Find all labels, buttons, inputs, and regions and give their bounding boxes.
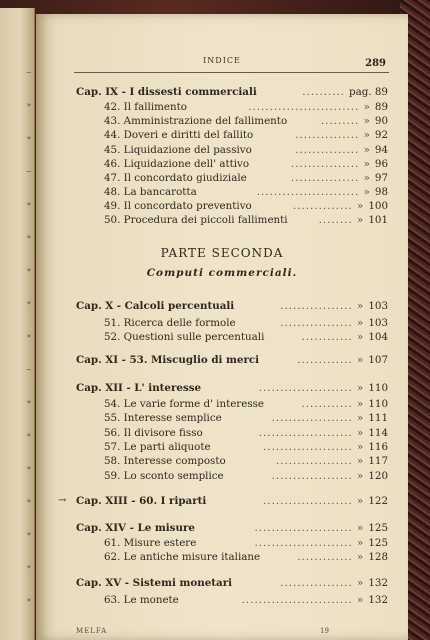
page-number: 110: [368, 382, 388, 394]
chapter-entry: [76, 382, 388, 396]
running-header-title: INDICE: [203, 56, 241, 65]
section-entry: [104, 537, 388, 551]
edge-glyph: »: [26, 398, 31, 406]
section-entry: [104, 129, 388, 143]
page-number: 122: [368, 495, 388, 507]
section-title: 47. Il concordato giudiziale: [104, 172, 247, 184]
chapter-title: Cap. XV - Sistemi monetari: [76, 577, 233, 589]
section-entry: [104, 427, 388, 441]
chapter-entry: [76, 86, 388, 100]
dot-leader: ............. »: [297, 551, 365, 563]
page-number: 92: [374, 129, 388, 141]
dot-leader: ................ »: [290, 158, 371, 170]
section-title: 63. Le monete: [104, 594, 179, 606]
dot-leader: ........ »: [318, 214, 365, 226]
edge-glyph: —: [26, 365, 31, 373]
edge-glyph: »: [26, 233, 31, 241]
section-entry: [104, 594, 388, 608]
page-number: 97: [374, 172, 388, 184]
page-number: 98: [374, 186, 388, 198]
section-title: 51. Ricerca delle formole: [104, 317, 236, 329]
dot-leader: .................. »: [275, 455, 365, 467]
dot-leader: ................. »: [280, 317, 365, 329]
section-title: 42. Il fallimento: [104, 101, 187, 113]
header-rule: [74, 72, 389, 73]
page-number: 120: [368, 470, 388, 482]
dot-leader: ..................... »: [263, 441, 365, 453]
chapter-title: Cap. IX - I dissesti commerciali: [76, 86, 257, 98]
page-number: 94: [374, 144, 388, 156]
page-number: 104: [368, 331, 388, 343]
dot-leader: ....................... »: [254, 537, 365, 549]
edge-glyph: »: [26, 497, 31, 505]
chapter-title: Cap. XIII - 60. I riparti: [76, 495, 207, 507]
section-entry: [104, 115, 388, 129]
section-entry: [104, 455, 388, 469]
section-entry: [104, 441, 388, 455]
edge-glyph: »: [26, 563, 31, 571]
dot-leader: ...................... »: [258, 382, 365, 394]
dot-leader: ....................... »: [254, 522, 365, 534]
section-entry: [104, 144, 388, 158]
section-entry: [104, 214, 388, 228]
edge-glyph: —: [26, 68, 31, 76]
dot-leader: .......................... »: [248, 101, 371, 113]
running-header-page-number: 289: [365, 58, 386, 69]
page-number: pag. 89: [349, 86, 388, 98]
page-number: 114: [368, 427, 388, 439]
dot-leader: .......................... »: [241, 594, 365, 606]
dot-leader: ..................... »: [263, 495, 365, 507]
section-title: 54. Le varie forme d' interesse: [104, 398, 264, 410]
dot-leader: ................... »: [271, 412, 365, 424]
page-number: 101: [368, 214, 388, 226]
chapter-entry: [76, 300, 388, 314]
dot-leader: ................. »: [280, 300, 365, 312]
page-number: 90: [374, 115, 388, 127]
edge-glyph: »: [26, 596, 31, 604]
page-number: 103: [368, 300, 388, 312]
section-title: 49. Il concordato preventivo: [104, 200, 252, 212]
dot-leader: ........................ »: [256, 186, 371, 198]
page-number: 100: [368, 200, 388, 212]
section-entry: [104, 172, 388, 186]
dot-leader: ............... »: [295, 129, 371, 141]
dot-leader: ............ »: [301, 398, 365, 410]
section-title: 44. Doveri e diritti del fallito: [104, 129, 254, 141]
page-number: 117: [368, 455, 388, 467]
dot-leader: ............... »: [295, 144, 371, 156]
page-number: 132: [368, 594, 388, 606]
chapter-entry: [76, 495, 388, 509]
section-entry: [104, 331, 388, 345]
page-number: 96: [374, 158, 388, 170]
section-title: 50. Procedura dei piccoli fallimenti: [104, 214, 288, 226]
page-number: 107: [368, 354, 388, 366]
section-entry: [104, 101, 388, 115]
section-entry: [104, 551, 388, 565]
section-title: 56. Il divisore fisso: [104, 427, 203, 439]
chapter-entry: [76, 522, 388, 536]
edge-glyph: »: [26, 332, 31, 340]
section-title: 52. Questioni sulle percentuali: [104, 331, 265, 343]
arrow-mark-icon: →: [58, 495, 67, 506]
edge-glyph: »: [26, 200, 31, 208]
section-title: 62. Le antiche misure italiane: [104, 551, 261, 563]
edge-glyph: —: [26, 167, 31, 175]
dot-leader: ................. »: [280, 577, 365, 589]
dot-leader: ............. »: [297, 354, 365, 366]
dot-leader: ......... »: [320, 115, 371, 127]
dot-leader: .............. »: [292, 200, 365, 212]
page-number: 116: [368, 441, 388, 453]
page-number: 103: [368, 317, 388, 329]
edge-glyph: »: [26, 464, 31, 472]
left-page-edge: [0, 8, 35, 640]
section-entry: [104, 200, 388, 214]
section-title: 46. Liquidazione dell' attivo: [104, 158, 250, 170]
section-title: 57. Le parti aliquote: [104, 441, 211, 453]
edge-glyph: »: [26, 431, 31, 439]
section-title: 45. Liquidazione del passivo: [104, 144, 252, 156]
page-number: 125: [368, 522, 388, 534]
index-page: [36, 14, 408, 640]
edge-glyph: »: [26, 266, 31, 274]
section-title: 61. Misure estere: [104, 537, 197, 549]
chapter-entry: [76, 354, 388, 368]
section-title: 59. Lo sconto semplice: [104, 470, 224, 482]
page-number: 111: [368, 412, 388, 424]
part-two-subtitle: Computi commerciali.: [146, 267, 298, 279]
section-entry: [104, 317, 388, 331]
part-two-title: PARTE SECONDA: [160, 246, 284, 260]
chapter-entry: [76, 577, 388, 591]
edge-glyph: »: [26, 134, 31, 142]
section-entry: [104, 398, 388, 412]
page-number: 110: [368, 398, 388, 410]
chapter-title: Cap. XI - 53. Miscuglio di merci: [76, 354, 260, 366]
page-number: 128: [368, 551, 388, 563]
dot-leader: ............ »: [301, 331, 365, 343]
section-title: 48. La bancarotta: [104, 186, 197, 198]
edge-glyph: »: [26, 530, 31, 538]
dot-leader: ...................... »: [258, 427, 365, 439]
chapter-title: Cap. XIV - Le misure: [76, 522, 195, 534]
footer-signature-number: 19: [320, 627, 329, 635]
page-number: 125: [368, 537, 388, 549]
page-number: 89: [374, 101, 388, 113]
dot-leader: ................... »: [271, 470, 365, 482]
section-entry: [104, 470, 388, 484]
chapter-title: Cap. XII - L' interesse: [76, 382, 202, 394]
edge-glyph: »: [26, 101, 31, 109]
section-entry: [104, 158, 388, 172]
section-entry: [104, 186, 388, 200]
edge-glyph: »: [26, 299, 31, 307]
chapter-title: Cap. X - Calcoli percentuali: [76, 300, 235, 312]
section-title: 55. Interesse semplice: [104, 412, 222, 424]
dot-leader: ................ »: [290, 172, 371, 184]
section-title: 58. Interesse composto: [104, 455, 226, 467]
section-entry: [104, 412, 388, 426]
dot-leader: ..........: [302, 86, 346, 98]
section-title: 43. Amministrazione del fallimento: [104, 115, 288, 127]
page-number: 132: [368, 577, 388, 589]
footer-author: MELFA: [76, 627, 108, 635]
